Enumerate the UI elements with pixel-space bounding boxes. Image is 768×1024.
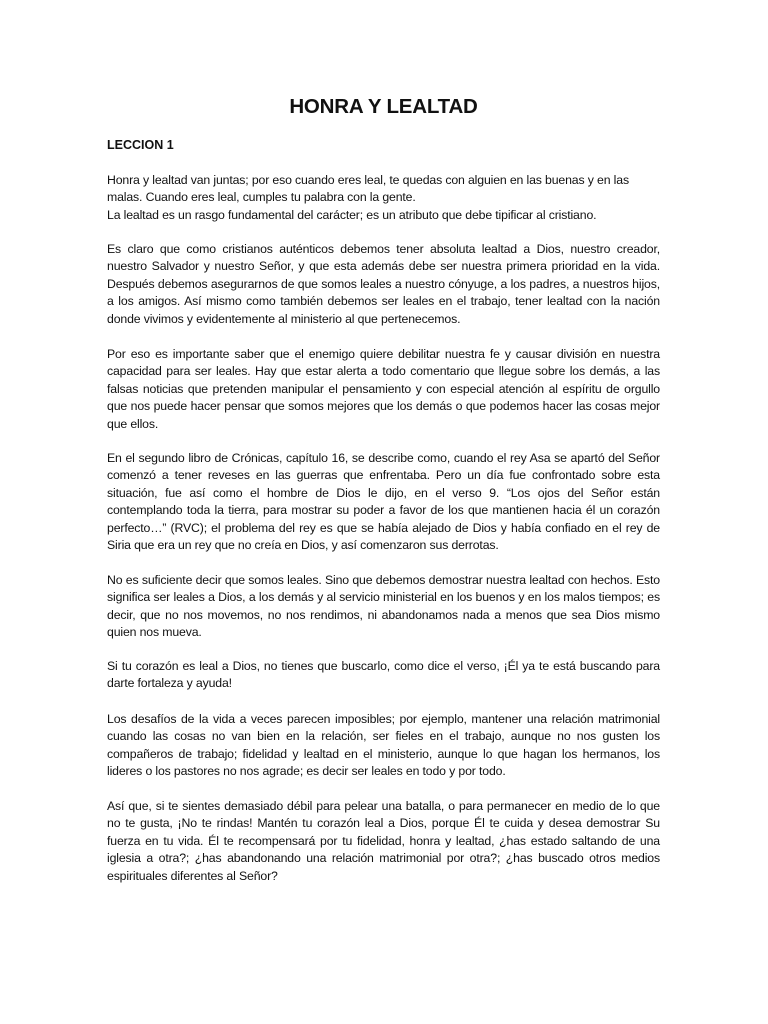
- lesson-heading: LECCION 1: [107, 138, 174, 152]
- paragraph: En el segundo libro de Crónicas, capítulo 16, se describe como, cuando el rey Asa se apartó del Señor comenzó a tener reveses en las guerras que enfrentaba. Pero un día fue confrontado sobre esta situación, fue así como el hombre de Dios le dijo, en el verso 9. “Los ojos del Señor están contemplando toda la tierra, para mostrar su poder a favor de los que mantienen hacia él un corazón perfecto…” (RVC); el problema del rey es que se había alejado de Dios y había confiado en el rey de Siria que era un rey que no creía en Dios, y así comenzaron sus derrotas.: [107, 451, 660, 553]
- paragraph-block-1: [107, 172, 660, 224]
- paragraph-block-6: [107, 658, 660, 693]
- paragraph-block-7: [107, 711, 660, 781]
- paragraph: Por eso es importante saber que el enemigo quiere debilitar nuestra fe y causar división en nuestra capacidad para ser leales. Hay que estar alerta a todo comentario que llegue sobre los demás, a las falsas noticias que pretenden manipular el pensamiento y con especial atención al espíritu de orgullo que nos puede hacer pensar que somos mejores que los demás o que podemos hacer las cosas mejor que ellos.: [107, 347, 660, 431]
- paragraph-block-5: [107, 572, 660, 642]
- paragraph-block-4: [107, 450, 660, 554]
- paragraph-block-3: [107, 346, 660, 433]
- paragraph: No es suficiente decir que somos leales. Sino que debemos demostrar nuestra lealtad con hechos. Esto significa ser leales a Dios, a los demás y al servicio ministerial en los buenos y en los malos tiempos; es decir, que no nos movemos, no nos rendimos, ni abandonamos nada a menos que sea Dios mismo quien nos mueva.: [107, 573, 660, 640]
- paragraph: La lealtad es un rasgo fundamental del carácter; es un atributo que debe tipificar al cristiano.: [107, 207, 597, 222]
- paragraph: Es claro que como cristianos auténticos debemos tener absoluta lealtad a Dios, nuestro creador, nuestro Salvador y nuestro Señor, y que esta además debe ser nuestra primera prioridad en la vida. Después debemos asegurarnos de que somos leales a nuestro cónyuge, a los padres, a nuestros hijos, a los amigos. Así mismo como también debemos ser leales en el trabajo, tener lealtad con la nación donde vivimos y evidentemente al ministerio al que pertenecemos.: [107, 242, 660, 326]
- paragraph: Si tu corazón es leal a Dios, no tienes que buscarlo, como dice el verso, ¡Él ya te está buscando para darte fortaleza y ayuda!: [107, 659, 660, 691]
- paragraph: Los desafíos de la vida a veces parecen imposibles; por ejemplo, mantener una relación matrimonial cuando las cosas no van bien en la relación, ser fieles en el trabajo, aunque no nos gusten los compañeros de trabajo; fidelidad y lealtad en el ministerio, aunque lo que hagan los hermanos, los lideres o los pastores no nos agrade; es decir ser leales en todo y por todo.: [107, 712, 660, 779]
- paragraph-block-8: [107, 798, 660, 885]
- paragraph: Así que, si te sientes demasiado débil para pelear una batalla, o para permanecer en medio de lo que no te gusta, ¡No te rindas! Mantén tu corazón leal a Dios, porque Él te cuida y desea demostrar Su fuerza en tu vida. Él te recompensará por tu fidelidad, honra y lealtad, ¿has estado saltando de una iglesia a otra?; ¿has abandonando una relación matrimonial por otra?; ¿has buscado otros medios espirituales diferentes al Señor?: [107, 799, 660, 883]
- paragraph: Honra y lealtad van juntas; por eso cuando eres leal, te quedas con alguien en las buenas y en las malas. Cuando eres leal, cumples tu palabra con la gente.: [107, 173, 629, 205]
- document-title: HONRA Y LEALTAD: [289, 95, 478, 118]
- paragraph-block-2: [107, 241, 660, 328]
